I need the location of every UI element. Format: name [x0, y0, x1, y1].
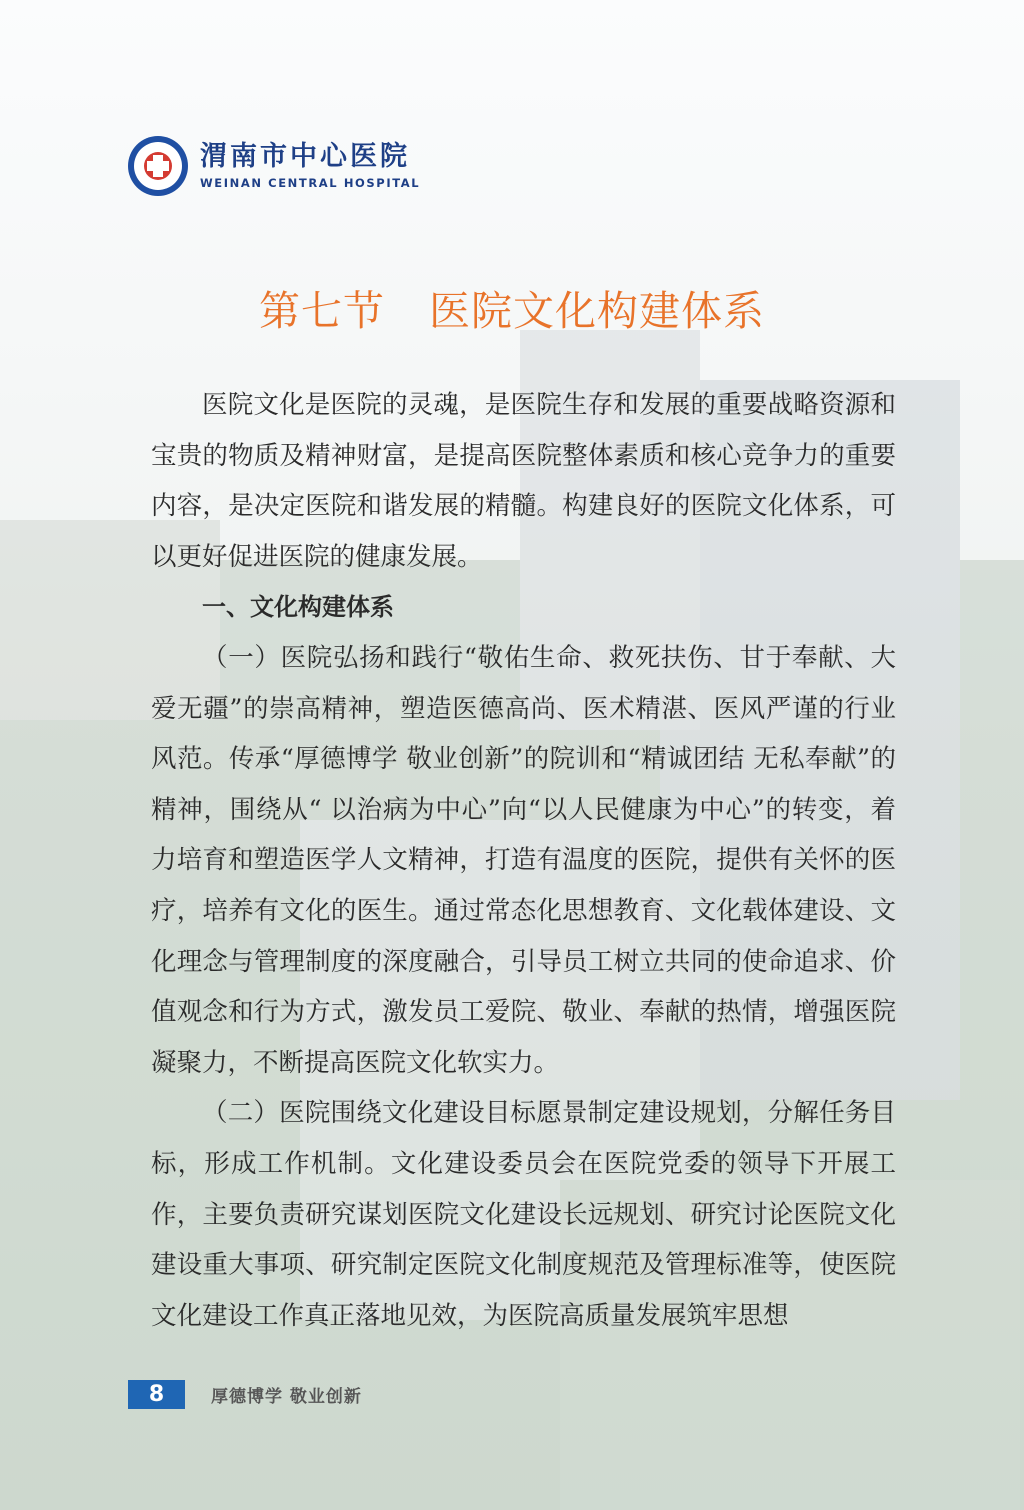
footer-motto: 厚德博学 敬业创新 — [211, 1387, 362, 1407]
logo-text — [200, 142, 420, 190]
page-number-badge: 8 — [128, 1380, 185, 1409]
logo-english-name: WEINAN CENTRAL HOSPITAL — [200, 176, 421, 190]
section-title — [0, 278, 1024, 337]
subheading-culture-system: 一、文化构建体系 — [202, 593, 394, 622]
section-title-text: 医院文化构建体系 — [429, 287, 765, 335]
logo-chinese-name: 渭南市中心医院 — [200, 141, 410, 172]
item-2-paragraph: （二）医院围绕文化建设目标愿景制定建设规划，分解任务目标，形成工作机制。文化建设委员会在医院党委的领导下开展工作，主要负责研究谋划医院文化建设长远规划、研究讨论医院文化建设重大事项、研究制定医院文化制度规范及管理标准等，使医院文化建设工作真正落地见效，为医院高质量发展筑牢思想 — [151, 1098, 896, 1331]
item-1-paragraph: （一）医院弘扬和践行“敬佑生命、救死扶伤、甘于奉献、大爱无疆”的崇高精神，塑造医德高尚、医术精湛、医风严谨的行业风范。传承“厚德博学 敬业创新”的院训和“精诚团结 无私奉献”的精神，围绕从“ 以治病为中心”向“以人民健康为中心”的转变，着力培育和塑造医学人文精神，打造有温度的医院，提供有关怀的医疗，培养有文化的医生。通过常态化思想教育、文化载体建设、文化理念与管理制度的深度融合，引导员工树立共同的使命追求、价值观念和行为方式，激发员工爱院、敬业、奉献的热情，增强医院凝聚力，不断提高医院文化软实力。 — [151, 642, 896, 1078]
hospital-logo — [128, 136, 420, 196]
page-footer — [128, 1380, 362, 1409]
intro-paragraph: 医院文化是医院的灵魂，是医院生存和发展的重要战略资源和宝贵的物质及精神财富，是提高医院整体素质和核心竞争力的重要内容，是决定医院和谐发展的精髓。构建良好的医院文化体系，可以更好促进医院的健康发展。 — [151, 390, 896, 572]
hospital-emblem-icon — [128, 136, 188, 196]
body-text — [151, 380, 896, 1341]
section-number: 第七节 — [259, 287, 385, 335]
